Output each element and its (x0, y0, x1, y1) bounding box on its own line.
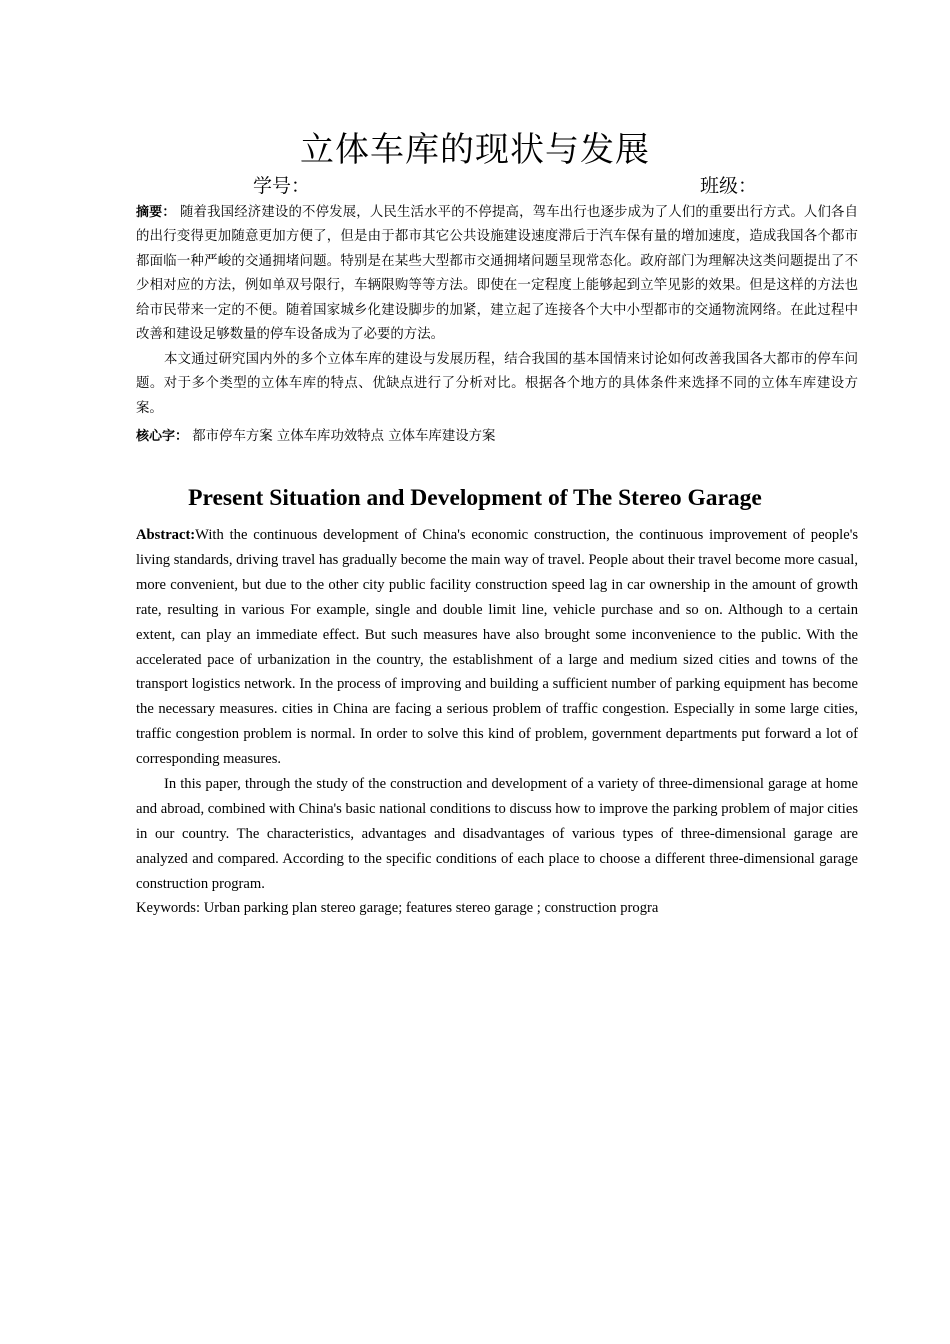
student-id-label: 学号： (253, 175, 311, 197)
english-abstract (136, 523, 858, 772)
chinese-abstract (136, 201, 858, 347)
english-keywords: Keywords: Urban parking plan stereo garage; features stereo garage ; construction progra (136, 900, 659, 916)
chinese-abstract-text: 随着我国经济建设的不停发展，人民生活水平的不停提高，驾车出行也逐步成为了人们的重要出行方式。人们各自的出行变得更加随意更加方便了，但是由于都市其它公共设施建设速度滞后于汽车保有量的增加速度，造成我国各个都市都面临一种严峻的交通拥堵问题。特别是在某些大型都市交通拥堵问题呈现常态化。政府部门为理解决这类问题提出了不少相对应的方法，例如单双号限行，车辆限购等等方法。即使在一定程度上能够起到立竿见影的效果。但是这样的方法也给市民带来一定的不便。随着国家城乡化建设脚步的加紧，建立起了连接各个大中小型都市的交通物流网络。在此过程中改善和建设足够数量的停车设备成为了必要的方法。 (136, 205, 858, 343)
chinese-abstract-label: 摘要： (136, 205, 176, 220)
english-title: Present Situation and Development of The Stereo Garage (188, 485, 762, 511)
english-abstract-text: With the continuous development of China's economic construction, the continuous improvement of people's living standards, driving travel has gradually become the main way of travel. People about their travel become more casual, more convenient, but due to the other city public facility construction speed lag in car ownership in the amount of growth rate, resulting in various For example, single and double limit line, vehicle purchase and so on. Although to a certain extent, can play an immediate effect. But such measures have also brought some inconvenience to the public. With the accelerated pace of urbanization in the country, the establishment of a large and medium sized cities and towns of the transport logistics network. In the process of improving and building a sufficient number of parking equipment has become the necessary measures. cities in China are facing a serious problem of traffic congestion. Especially in some large cities, traffic congestion problem is normal. In order to solve this kind of problem, government departments put forward a lot of corresponding measures. (136, 527, 858, 768)
chinese-keywords-text: 都市停车方案 立体车库功效特点 立体车库建设方案 (192, 429, 496, 444)
chinese-paragraph-2: 本文通过研究国内外的多个立体车库的建设与发展历程，结合我国的基本国情来讨论如何改善我国各大都市的停车问题。对于多个类型的立体车库的特点、优缺点进行了分析对比。根据各个地方的具体条件来选择不同的立体车库建设方案。 (136, 352, 858, 416)
english-paragraph-2: In this paper, through the study of the construction and development of a variety of three-dimensional garage at home and abroad, combined with China's basic national conditions to discuss how to improve the parking problem of major cities in our country. The characteristics, advantages and disadvantages of various types of three-dimensional garage are analyzed and compared. According to the specific conditions of each place to choose a different three-dimensional garage construction program. (136, 776, 858, 892)
chinese-title: 立体车库的现状与发展 (300, 130, 650, 170)
english-abstract-label: Abstract: (136, 527, 196, 543)
class-label: 班级： (700, 175, 758, 197)
chinese-keywords-label: 核心字： (136, 429, 189, 444)
chinese-keywords (136, 425, 858, 449)
